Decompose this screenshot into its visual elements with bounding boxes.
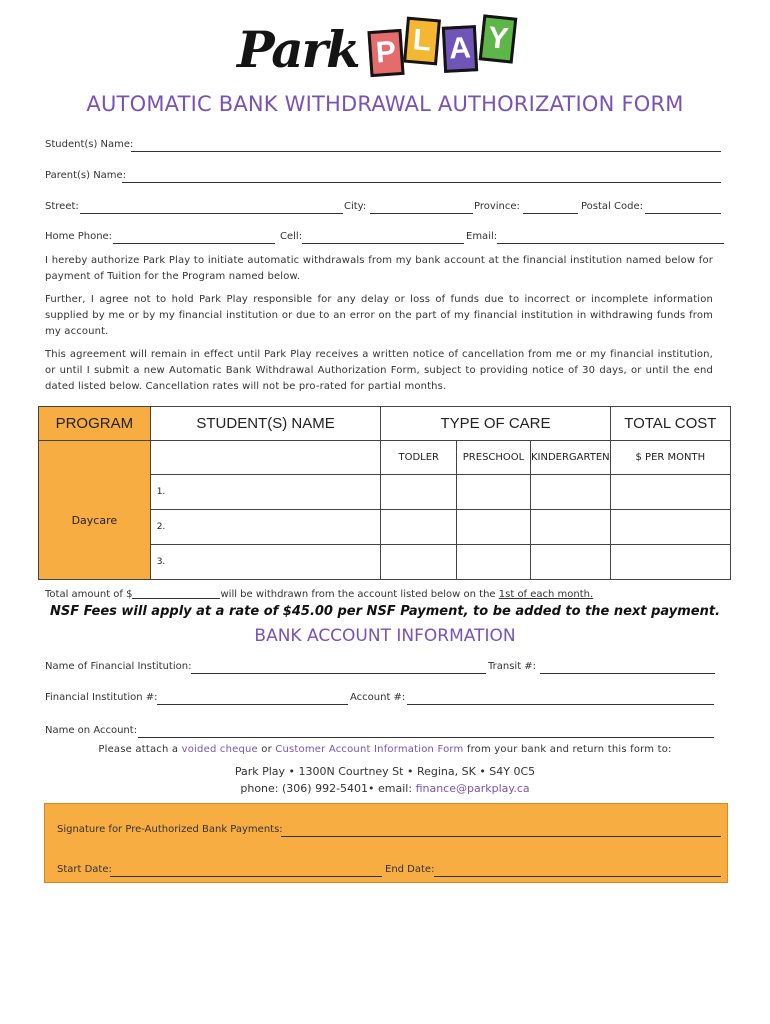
attach-instructions bbox=[0, 744, 770, 755]
nsf-notice: NSF Fees will apply at a rate of $45.00 per NSF Payment, to be added to the next payment. bbox=[49, 604, 721, 619]
students-name-label: Student(s) Name: bbox=[45, 139, 134, 150]
program-header: PROGRAM bbox=[39, 407, 151, 441]
students-subheader-blank bbox=[150, 441, 381, 475]
logo-park-text: Park bbox=[237, 20, 359, 79]
student-row-1[interactable]: 1. bbox=[150, 475, 381, 510]
city-field[interactable] bbox=[370, 213, 473, 214]
students-name-header: STUDENT(S) NAME bbox=[150, 407, 381, 441]
city-label: City: bbox=[344, 201, 367, 212]
contact-phone-email bbox=[0, 782, 770, 795]
form-title: AUTOMATIC BANK WITHDRAWAL AUTHORIZATION FORM bbox=[86, 92, 684, 116]
voided-cheque-link[interactable]: voided cheque bbox=[181, 744, 258, 755]
attach-pre: Please attach a bbox=[98, 744, 182, 755]
cost-cell[interactable] bbox=[610, 475, 730, 510]
logo-tile-l: L bbox=[403, 17, 441, 66]
contact-address: Park Play • 1300N Courtney St • Regina, SK • S4Y 0C5 bbox=[234, 765, 536, 778]
logo-tile-p: P bbox=[367, 29, 404, 77]
cell-field[interactable] bbox=[302, 243, 464, 244]
total-cost-header: TOTAL COST bbox=[610, 407, 730, 441]
total-amount-prefix: Total amount of $ bbox=[45, 589, 133, 600]
cost-cell[interactable] bbox=[610, 510, 730, 545]
institution-name-field[interactable] bbox=[191, 673, 486, 674]
start-date-label: Start Date: bbox=[57, 864, 112, 875]
cost-cell[interactable] bbox=[610, 545, 730, 580]
logo-tile-a: A bbox=[442, 25, 478, 73]
authorization-paragraph: I hereby authorize Park Play to initiate automatic withdrawals from my bank account at the financial institution named below for payment of Tuition for the Program named below. bbox=[45, 255, 713, 282]
name-on-account-label: Name on Account: bbox=[45, 725, 138, 736]
preschool-header: PRESCHOOL bbox=[457, 441, 531, 475]
customer-form-link[interactable]: Customer Account Information Form bbox=[275, 744, 464, 755]
postal-code-field[interactable] bbox=[645, 213, 721, 214]
withdrawal-date: 1st of each month. bbox=[498, 589, 594, 600]
bank-section-title: BANK ACCOUNT INFORMATION bbox=[254, 626, 516, 646]
account-label: Account #: bbox=[350, 692, 406, 703]
preschool-cell[interactable] bbox=[457, 510, 531, 545]
park-play-logo bbox=[237, 12, 537, 92]
todler-header: TODLER bbox=[381, 441, 457, 475]
contact-phone: phone: (306) 992-5401• email: bbox=[240, 782, 416, 795]
responsibility-paragraph: Further, I agree not to hold Park Play responsible for any delay or loss of funds due to incorrect or incomplete information supplied by me or by my financial institution or due to an error on the part of my financial institution in withdrawing funds from my account. bbox=[45, 294, 713, 337]
attach-or: or bbox=[257, 744, 276, 755]
preschool-cell[interactable] bbox=[457, 475, 531, 510]
end-date-label: End Date: bbox=[385, 864, 435, 875]
logo-tile-y: Y bbox=[479, 14, 518, 63]
institution-number-label: Financial Institution #: bbox=[45, 692, 158, 703]
street-field[interactable] bbox=[80, 213, 343, 214]
account-field[interactable] bbox=[407, 704, 714, 705]
signature-field[interactable] bbox=[281, 836, 721, 837]
kindergarten-cell[interactable] bbox=[530, 475, 610, 510]
signature-box bbox=[44, 803, 728, 883]
todler-cell[interactable] bbox=[381, 510, 457, 545]
transit-label: Transit #: bbox=[488, 661, 537, 672]
attach-post: from your bank and return this form to: bbox=[463, 744, 672, 755]
kindergarten-cell[interactable] bbox=[530, 545, 610, 580]
preschool-cell[interactable] bbox=[457, 545, 531, 580]
student-row-2[interactable]: 2. bbox=[150, 510, 381, 545]
total-amount-middle: will be withdrawn from the account listed below on the bbox=[220, 589, 499, 600]
kindergarten-header: KINDERGARTEN bbox=[530, 441, 610, 475]
email-field[interactable] bbox=[497, 243, 724, 244]
total-amount-line bbox=[45, 589, 593, 600]
home-phone-label: Home Phone: bbox=[45, 231, 113, 242]
start-date-field[interactable] bbox=[110, 876, 382, 877]
cancellation-paragraph: This agreement will remain in effect until Park Play receives a written notice of cancellation from me or my financial institution, or until I submit a new Automatic Bank Withdrawal Authorization Form, subject to providing notice of 30 days, or until the end dated listed below. Cancellation rates will not be pro-rated for partial months. bbox=[45, 349, 713, 392]
contact-email-link[interactable]: finance@parkplay.ca bbox=[415, 782, 530, 795]
type-of-care-header: TYPE OF CARE bbox=[381, 407, 610, 441]
parents-name-label: Parent(s) Name: bbox=[45, 170, 127, 181]
name-on-account-field[interactable] bbox=[138, 737, 714, 738]
province-field[interactable] bbox=[523, 213, 578, 214]
todler-cell[interactable] bbox=[381, 475, 457, 510]
signature-label: Signature for Pre-Authorized Bank Payments: bbox=[57, 824, 283, 835]
cell-label: Cell: bbox=[280, 231, 303, 242]
institution-name-label: Name of Financial Institution: bbox=[45, 661, 192, 672]
province-label: Province: bbox=[474, 201, 520, 212]
street-label: Street: bbox=[45, 201, 79, 212]
parents-name-field[interactable] bbox=[122, 182, 721, 183]
home-phone-field[interactable] bbox=[113, 243, 275, 244]
email-label: Email: bbox=[466, 231, 498, 242]
kindergarten-cell[interactable] bbox=[530, 510, 610, 545]
per-month-header: $ PER MONTH bbox=[610, 441, 730, 475]
todler-cell[interactable] bbox=[381, 545, 457, 580]
end-date-field[interactable] bbox=[434, 876, 721, 877]
program-table bbox=[38, 406, 731, 580]
total-amount-field[interactable] bbox=[132, 598, 220, 599]
program-daycare-cell: Daycare bbox=[39, 441, 151, 580]
transit-field[interactable] bbox=[540, 673, 715, 674]
institution-number-field[interactable] bbox=[157, 704, 348, 705]
students-name-field[interactable] bbox=[131, 151, 721, 152]
postal-code-label: Postal Code: bbox=[581, 201, 643, 212]
student-row-3[interactable]: 3. bbox=[150, 545, 381, 580]
